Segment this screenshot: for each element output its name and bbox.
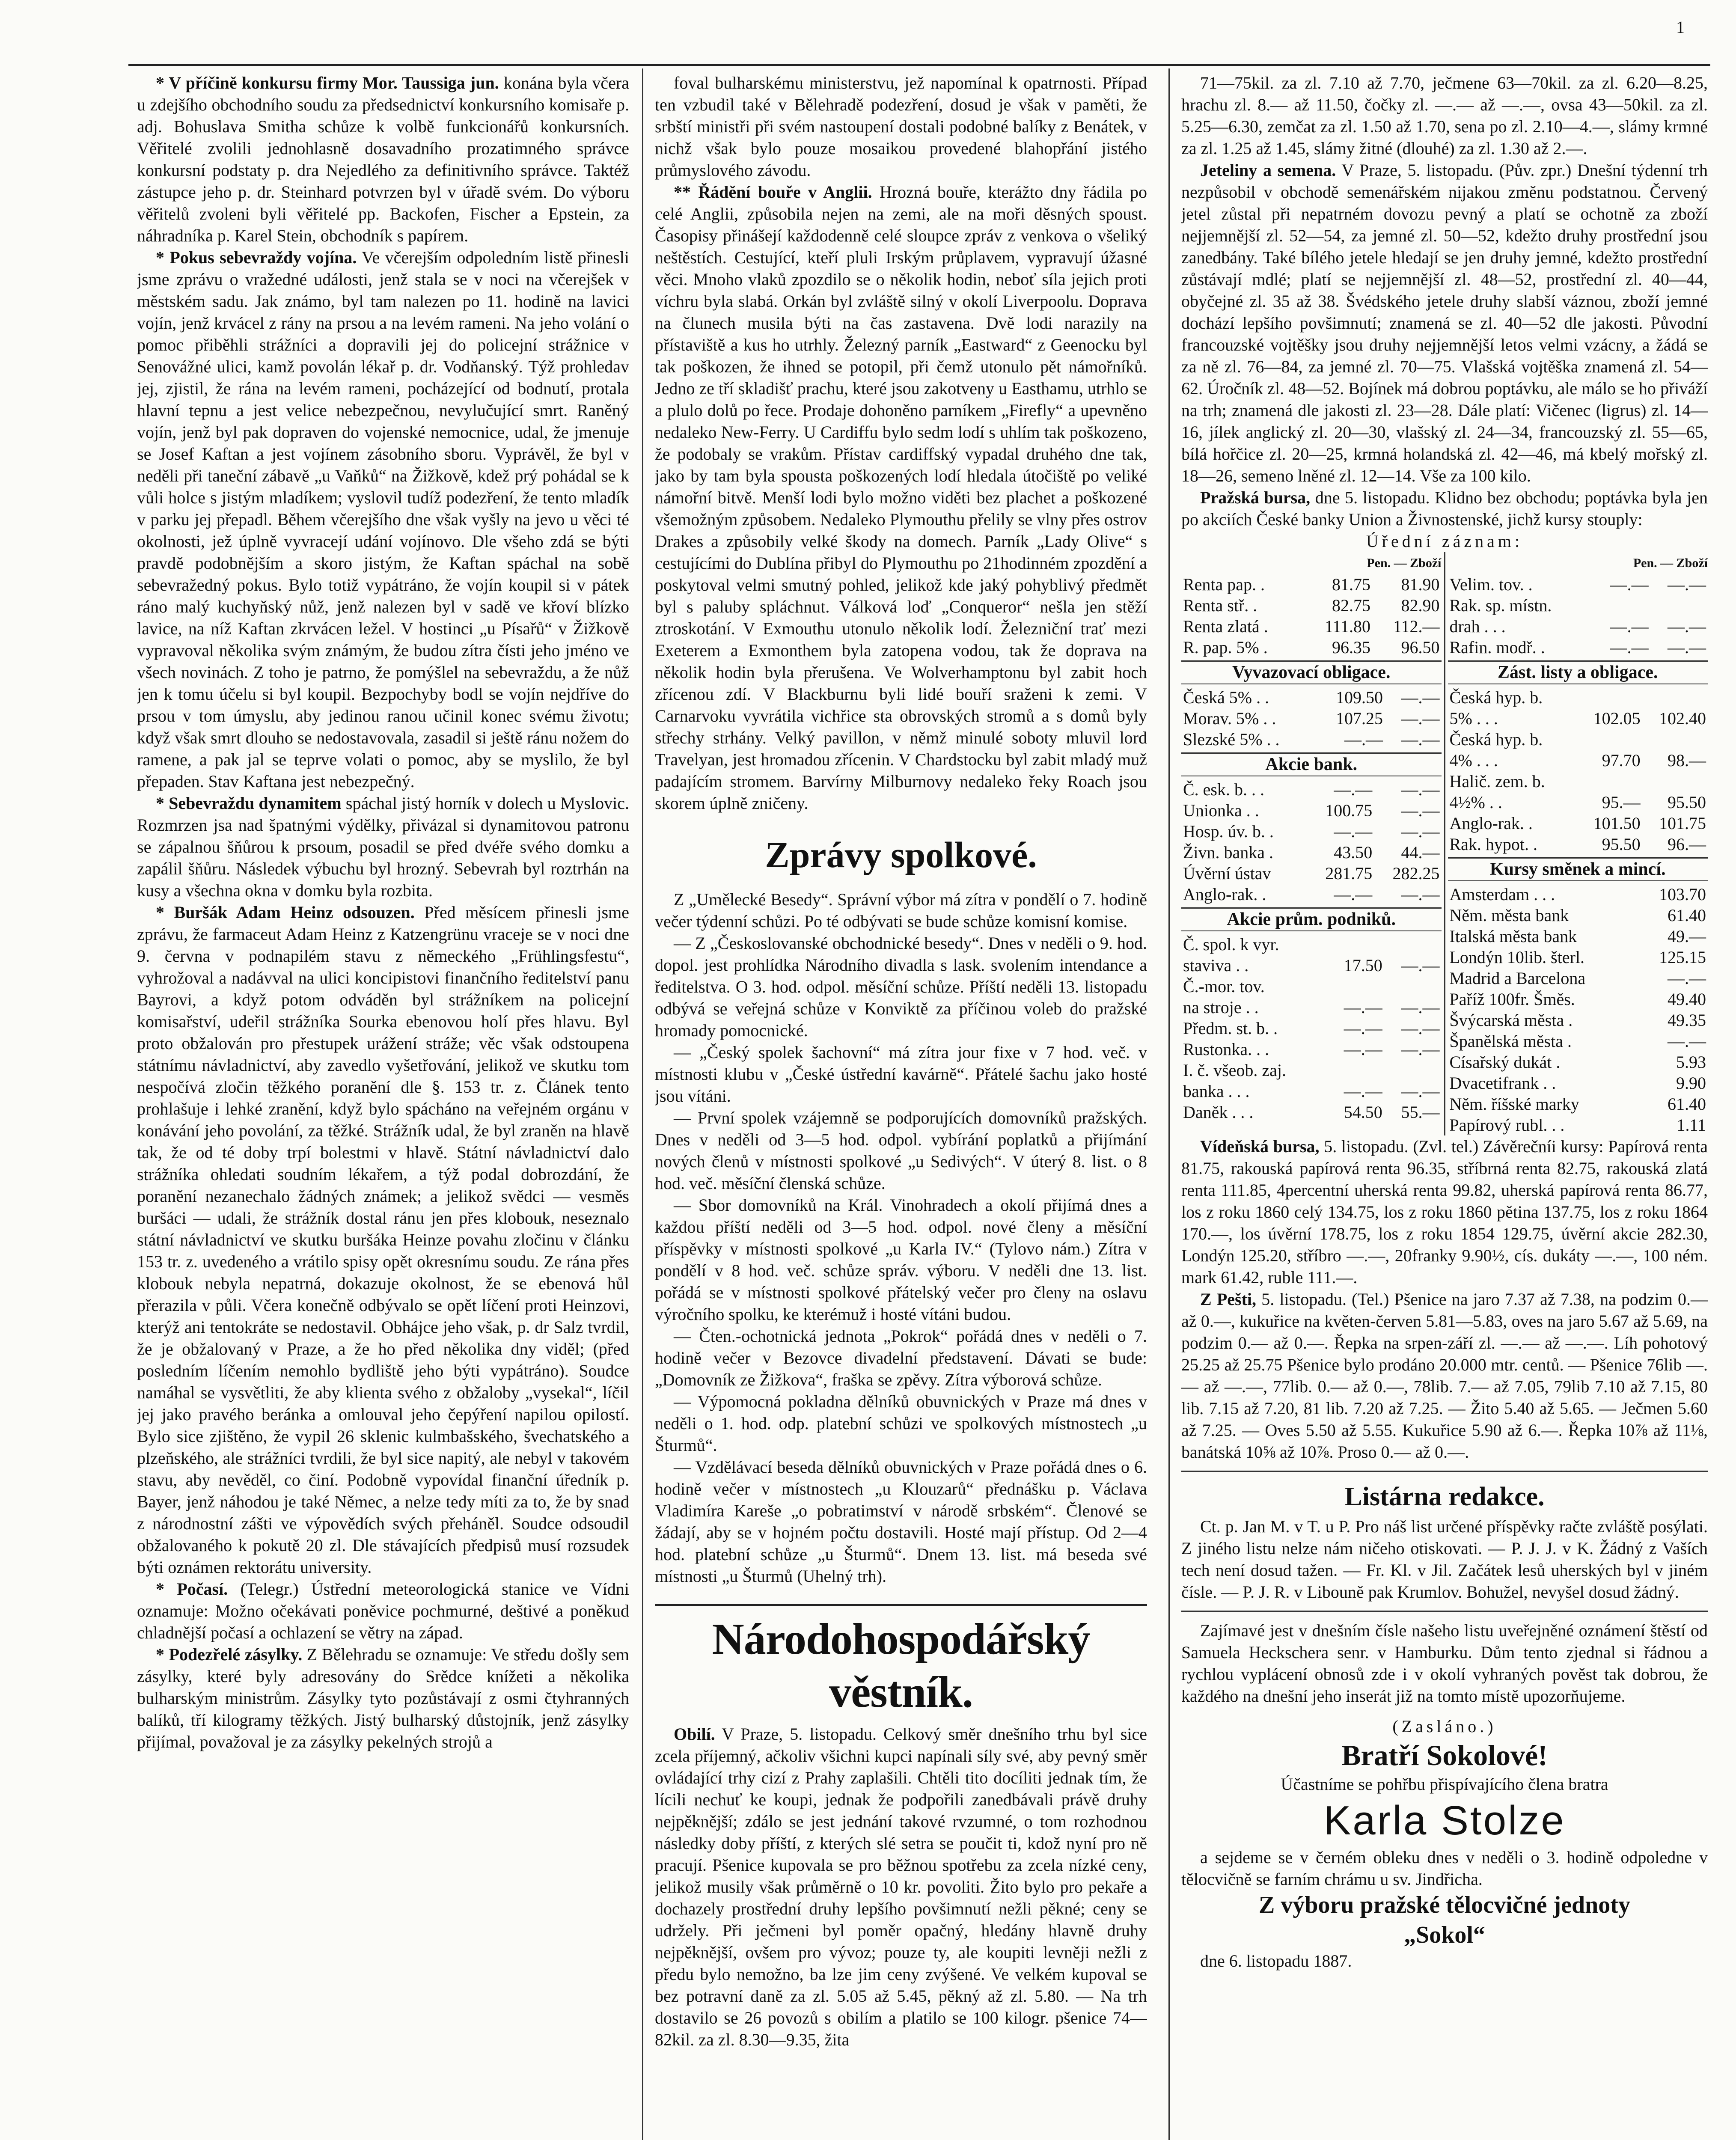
row-label: Anglo-rak. .: [1449, 814, 1533, 833]
row-value: 96.—: [1668, 835, 1706, 854]
article-text: (Telegr.) Ústřední meteorologická stanice ve Vídni oznamuje: Možno očekávati poněvice pochmurné, deštivé a poněkud chladnější počasí a ochlazení se větry na západ.: [137, 1579, 629, 1642]
row-value: 111.80: [1324, 617, 1370, 636]
table-row: [1448, 968, 1708, 989]
grain-prices-continued: 71—75kil. za zl. 7.10 až 7.70, ječmene 63—70kil. za zl. 6.20—8.25, hrachu zl. 8.— až 11.50, čočky zl. —.— až —.—, ovsa 43—50kil. za zl. 5.25—6.30, zemčat za zl. 1.50 až 1.70, sena po zl. 2.10—4.—, slámy krmné za zl. 1.25 až 1.45, slámy žitné (dlouhé) za zl. 1.30 až 2.—.: [1181, 73, 1708, 158]
top-rule: [128, 64, 1710, 66]
table-row: [1448, 792, 1708, 813]
notice-text: a sejdeme se v černém obleku dnes v neděli o 3. hodině odpoledne v tělocvičně se farním chrámu u sv. Jindřicha.: [1181, 1848, 1708, 1889]
article-text: Hrozná bouře, kterážto dny řádila po celé Anglii, způsobila nejen na zemi, ale na moři děsných spoust. Časopisy přinášejí každodenně celé sloupce zpráv z venkova o všeliký neštěstích. Cestující, kteří pluli Irským průplavem, vypravují úžasné věci. Mnoho vlaků zpozdilo se o několik hodin, neboť síla jejich proti víchru byla slabá. Orkán byl zvláště silný v okolí Liverpoolu. Doprava na člunech musila býti na čas zastavena. Dvě lodi narazily na přístaviště a kus ho utrhly. Železný parník „Eastward“ z Geenocku byl tak poškozen, že ihned se potopil, při čemž utonulo pět námořníků. Jedno ze tří skladišť prachu, které jsou zakotveny u Easthamu, utrhlo se a plulo dolů po řece. Prodaje dohoněno parníkem „Firefly“ a upevněno nedaleko New-Ferry. U Cardiffu bylo sedm lodí s uhlím tak poškozeno, že podobaly se vrakům. Přístav cardiffský vypadal druhého dne tak, jako by tam byla spousta poškozených lodí hledala útočiště po veliké námořní bitvě. Menší lodi bylo možno viděti bez plachet a poškozené všemožným způsobem. Nedaleko Plymouthu přelily se vlny přes ostrov Drakes a způsobily velké škody na domech. Parník „Lady Olive“ s cestujícími do Dublína přibyl do Plymouthu po 21hodinném zpozdění a poskytoval velmi smutný pohled, jelikož kde jaký pohyblivý předmět byl s paluby spláchnut. Válková loď „Conqueror“ nešla jen stěží ztroskotání. V Exmouthu utonulo několik lodí. Železniční trať mezi Exeterem a Exmonthem byla zatopena vodou, tak že doprava na několik hodin byla přerušena. Ve Wolverhamptonu byl zabit hoch zřícenou zdí. V Blackburnu byli lidé bouří sraženi k zemi. V Carnarvoku vyvrátila vichřice sta obrovských stromů a s domů byly střechy strhány. Velký pavillon, v němž minulé soboty mluvil lord Travelyan, jest hromadou zřícenin. V Chardstocku byl zabit mladý muž padajícím stromem. Barvírny Milburnovy nedaleko řeky Roach jsou skorem úplně zničeny.: [655, 182, 1147, 813]
table-row: [1448, 1010, 1708, 1031]
table-title: Vyvazovací obligace.: [1181, 660, 1442, 684]
table-row: [1448, 574, 1708, 595]
page-folio: 1: [1676, 18, 1685, 37]
table-row: [1181, 800, 1442, 821]
row-value: 61.40: [1668, 1094, 1706, 1114]
row-label: Amsterdam . . .: [1449, 885, 1555, 904]
table-title: Akcie prům. podniků.: [1181, 907, 1442, 931]
row-value: —.—: [1668, 1031, 1706, 1051]
row-label: Č. spol. k vyr.: [1183, 935, 1279, 954]
article: [655, 1723, 1147, 2051]
row-value: —.—: [1401, 730, 1440, 749]
notice-footer: Z výboru pražské tělocvičné jednoty: [1259, 1892, 1630, 1918]
article-text: V Praze, 5. listopadu. Celkový směr dnešního trhu byl sice zcela příjemný, ačkoliv všichni kupci napínali síly své, aby pevný směr ovládající trhy cizí z Prahy zaplašili. Chtěli tito docíliti jednak tím, že lícili nechuť ke koupi, jednak že podpořili zanedbávali právě druhy nejpěknější; zdálo se jest jednání takové rvzumné, o tom rozhodnou následky doby příští, z kterých slé setra se poučit ti, kdož nyní pro ně pracují. Pšenice kupovala se pro běžnou spotřebu za zcela nízké ceny, jelikož musily však průměrně o 10 kr. povoliti. Žito bylo pro pekaře a dochazely prostřední druhy lepšího povšimnutí nežli pěkné; ceny se udržely. Při ječmeni byl poměr opačný, hledány hlavně druhy nejpěknější, ovšem pro vývoz; pouze ty, ale koupiti levněji nežli z předu bylo nemožno, ba lze jim ceny zvýšené. Ve velkém kupoval se bez potravní daně za zl. 5.05 až 5.45, pěkný až zl. 5.80. — Na trh dostavilo se 26 povozů s obilím a platilo se 100 kilogr. pšenice 74—82kil. za zl. 8.30—9.35, žita: [655, 1724, 1147, 2049]
row-label: Anglo-rak. .: [1183, 885, 1266, 904]
article-text: Z Bělehradu se oznamuje: Ve středu došly sem zásylky, které byly adresovány do Srědce knížeti a několika bulharským ministrům. Zásylky tyto pozůstávají z osmi čtyhranných balíků, tří kilogramy těžkých. Jistý bulharský důstojník, jenž zásylky přijímal, považoval je za zásylky pekelných strojů a: [137, 1645, 629, 1751]
table-row: [1181, 595, 1442, 616]
row-value: —.—: [1401, 801, 1440, 820]
row-value: 96.50: [1401, 638, 1440, 657]
table-row: [1181, 1102, 1442, 1123]
row-value: 98.—: [1668, 751, 1706, 770]
article-jeteliny: [1181, 159, 1708, 487]
club-news-item: — Sbor domovníků na Král. Vinohradech a okolí přijímá dnes a každou příští neděli od 3—5 hod. odpol. nové členy a měsíční příspěvky v místnosti spolkové „u Karla IV.“ (Tylovo nám.) Zítra v pondělí v 8 hod. več. schůze správ. výboru. V neděli dne 13. list. pořádá se v místnosti spolkové přátelský večer pro členy na oslavu výročního spolku, ke kterémuž i hosté vítáni budou.: [655, 1195, 1147, 1324]
column-2-articles: [655, 72, 1147, 814]
table-row: [1448, 884, 1708, 905]
row-value: [1384, 934, 1442, 955]
table-title: Zást. listy a obligace.: [1448, 660, 1708, 684]
table-row: [1448, 834, 1708, 855]
row-value: —.—: [1610, 638, 1649, 657]
row-value: 44.—: [1401, 843, 1440, 862]
article-text: 5. listopadu. (Tel.) Pšenice na jaro 7.37 až 7.38, na podzim 0.— až 0.—, kukuřice na květen-červen 5.81—5.83, oves na jaro 5.67 až 5.69, na podzim 0.— až 0.—. Řepka na srpen-září zl. —.— až —.—. Líh pohotový 25.25 až 25.75 Pšenice bylo prodáno 20.000 mtr. centů. — Pšenice 76lib —.— až —.—, 77lib. 0.— až 0.—, 78lib. 7.— až 7.05, 79lib 7.10 až 7.15, 80 lib. 7.15 až 7.20, 81 lib. 7.20 až 7.25. — Žito 5.40 až 5.65. — Ječmen 5.60 až 7.25. — Oves 5.50 až 5.55. Kukuřice 5.90 až 6.—. Řepka 10⅞ až 11⅛, banátská 10⅝ až 10⅞. Proso 0.— až 0.—.: [1181, 1290, 1708, 1462]
row-label: Rak. sp. místn.: [1449, 596, 1552, 615]
row-value: 125.15: [1659, 948, 1706, 967]
article-lead: Obilí.: [674, 1724, 715, 1744]
vestnik-articles: [655, 1723, 1147, 2051]
table-exchange-rates: [1448, 884, 1708, 1135]
row-label: Daněk . . .: [1183, 1103, 1254, 1122]
article-lead: Jeteliny a semena.: [1200, 160, 1336, 180]
table-row: [1181, 687, 1442, 708]
table-row: [1448, 926, 1708, 947]
row-value: 49.35: [1668, 1011, 1706, 1030]
table-mortgage-bonds: [1448, 687, 1708, 855]
club-news-item: — Vzdělávací beseda dělníků obuvnických v Praze pořádá dnes o 6. hodině večer v místnostech „u Klouzarů“ přednášku p. Václava Vladimíra Kareše „o pobratimství v národě srbském“. Členové se žádají, aby se v hojném počtu dostavili. Hosté mají přístup. Od 2—4 hod. platební schůze „u Šturmů“. Dnem 13. list. má beseda své místnosti „u Šturmů (Uhelný trh).: [655, 1457, 1147, 1586]
article-viden: [1181, 1135, 1708, 1288]
section-title-spolkove: Zprávy spolkové.: [765, 834, 1037, 875]
table-row: [1181, 574, 1442, 595]
table-row: [1181, 821, 1442, 842]
row-value: —.—: [1610, 617, 1649, 636]
row-label: Č.-mor. tov.: [1183, 977, 1265, 996]
row-value: [1576, 729, 1642, 750]
official-record-title: Úřední záznam:: [1366, 532, 1523, 551]
table-row: [1181, 1018, 1442, 1039]
row-value: —.—: [1668, 575, 1706, 594]
club-news-item: — První spolek vzájemně se podporujících domovníků pražských. Dnes v neděli od 3—5 hod. odpol. vybírání poplatků a přijímání nových členů v místnosti spolkové „u Sedivých“. V úterý 8. list. o 8 hod. več. měsíční členská schůze.: [655, 1108, 1147, 1193]
row-value: 61.40: [1668, 906, 1706, 925]
row-value: —.—: [1401, 885, 1440, 904]
row-label: Renta stř. .: [1183, 596, 1257, 615]
table-row: [1448, 1052, 1708, 1073]
row-label: Císařský dukát .: [1449, 1052, 1561, 1072]
row-value: 17.50: [1344, 956, 1382, 975]
row-label: Renta pap. .: [1183, 575, 1265, 594]
row-value: —.—: [1401, 780, 1440, 799]
column-head: Pen. — Zboží: [1633, 556, 1708, 570]
club-news-item: — „Český spolek šachovní“ má zítra jour fixe v 7 hod. več. v místnosti klubu v „České ústřední kavárně“. Přátelé šachu jako hosté jsou vítáni.: [655, 1043, 1147, 1106]
row-label: Španělská města .: [1449, 1031, 1572, 1051]
row-label: Švýcarská města .: [1449, 1011, 1573, 1030]
article-lead: * Počasí.: [156, 1579, 228, 1599]
row-label: Unionka . .: [1183, 801, 1259, 820]
row-value: 95.50: [1602, 835, 1641, 854]
club-news-item: — Z „Českoslovanské obchodnické besedy“. Dnes v neděli o 9. hod. dopol. jest prohlídka Národního divadla s lask. svolením intendance a ředitelstva. O 3. hod. odpol. měsíční schůze. Příští neděli 13. listopadu odbývá se veřejná schůze v Konviktě za příčinou voleb do pražské hromady pomocnické.: [655, 933, 1147, 1040]
quotes-block-2: [1181, 658, 1708, 1135]
table-row: [1448, 616, 1708, 637]
article-lead: ** Řádění bouře v Anglii.: [674, 182, 872, 202]
row-label: Velim. tov. .: [1449, 575, 1533, 594]
table-title: Kursy směnek a mincí.: [1448, 857, 1708, 881]
row-value: 95.—: [1602, 793, 1641, 812]
row-label: Něm. říšské marky: [1449, 1094, 1579, 1114]
article-text: dne 5. listopadu. Klidno bez obchodu; poptávka byla jen po akciích České banky Union a Živnostenské, jichž kursy stouply:: [1181, 488, 1708, 529]
table-row: [1181, 955, 1442, 976]
notice-title: Bratří Sokolové!: [1341, 1739, 1548, 1771]
table-row: [1181, 976, 1442, 997]
table-row: [1448, 729, 1708, 750]
article: [137, 247, 629, 792]
article-lead: * Pokus sebevraždy vojína.: [156, 248, 357, 267]
row-value: 81.75: [1332, 575, 1370, 594]
row-value: —.—: [1610, 575, 1649, 594]
notice-name: Karla Stolze: [1323, 1798, 1566, 1843]
row-label: 5% . . .: [1449, 709, 1498, 728]
row-value: [1650, 595, 1708, 616]
table-row: [1181, 616, 1442, 637]
row-value: 54.50: [1344, 1103, 1382, 1122]
table-row: [1181, 997, 1442, 1018]
row-label: banka . . .: [1183, 1082, 1250, 1101]
row-value: —.—: [1401, 822, 1440, 841]
row-value: 82.75: [1332, 596, 1370, 615]
table-bank-shares: [1181, 779, 1442, 905]
row-value: [1327, 1060, 1384, 1081]
row-value: —.—: [1401, 956, 1440, 975]
row-value: [1576, 771, 1642, 792]
table-row: [1448, 771, 1708, 792]
row-value: 282.25: [1392, 864, 1440, 883]
row-value: [1327, 934, 1384, 955]
column-2: [655, 72, 1147, 2140]
row-value: —.—: [1401, 1040, 1440, 1059]
club-news-item: — Výpomocná pokladna dělníků obuvnických v Praze má dnes v neděli o 1. hod. odp. platební schůzi ve spolkových místnostech „u Šturmů“.: [655, 1392, 1147, 1455]
divider: [1181, 1471, 1708, 1472]
row-value: 55.—: [1401, 1103, 1440, 1122]
row-value: —.—: [1344, 1040, 1382, 1059]
row-label: Česká 5% . .: [1183, 688, 1269, 707]
row-value: [1384, 976, 1442, 997]
table-row: [1181, 934, 1442, 955]
table-obligations: [1181, 687, 1442, 750]
table-row: [1181, 1039, 1442, 1060]
row-value: 101.50: [1593, 814, 1641, 833]
row-label: 4% . . .: [1449, 751, 1498, 770]
row-label: Paříž 100fr. Šměs.: [1449, 990, 1575, 1009]
table-row: [1448, 1073, 1708, 1094]
row-label: Morav. 5% . .: [1183, 709, 1276, 728]
row-value: 1.11: [1677, 1115, 1706, 1135]
club-news-item: Z „Umělecké Besedy“. Správní výbor má zítra v pondělí o 7. hodině večer týdenní schůzi. Po té odbývati se bude schůze komisní komise.: [655, 890, 1147, 931]
row-label: Rafin. modř. .: [1449, 638, 1545, 657]
row-value: —.—: [1334, 885, 1373, 904]
advertisement-note: Zajímavé jest v dnešním čísle našeho listu uveřejněné oznámení štěstí od Samuela Heckschera senr. v Hamburku. Dům tento zjednal si řádnou a rychlou vyplácení obnosů zde i v okolí vyhraných pověst tak dobrou, že každého na dnešní jeho inserát již na tomto místě upozorňujeme.: [1181, 1621, 1708, 1706]
table-row: [1181, 842, 1442, 863]
article-lead: Vídeňská bursa,: [1200, 1137, 1320, 1156]
divider: [1181, 1611, 1708, 1612]
row-value: 49.40: [1668, 990, 1706, 1009]
row-value: —.—: [1334, 780, 1373, 799]
article: [137, 901, 629, 1578]
article-text: foval bulharskému ministerstvu, jež napomínal k opatrnosti. Případ ten vzbudil také v Bělehradě podezření, dosud je však v paměti, že srbští ministři při svém nastoupení dostali podobné balíky z Benátek, v nichž však bylo pouze mosaikou provedené blahopřání jistého průmyslového závodu.: [655, 73, 1147, 180]
table-title: Akcie bank.: [1181, 752, 1442, 776]
column-rule-1: [642, 68, 643, 2140]
row-label: Česká hyp. b.: [1449, 688, 1543, 707]
row-value: —.—: [1401, 709, 1440, 728]
article-bursa: [1181, 487, 1708, 530]
table-row: [1181, 863, 1442, 884]
article-lead: * Buršák Adam Heinz odsouzen.: [156, 903, 415, 922]
row-value: —.—: [1344, 730, 1383, 749]
table-row: [1181, 884, 1442, 905]
article-lead: Pražská bursa,: [1200, 488, 1311, 507]
table-row: [1448, 708, 1708, 729]
article-text: spáchal jistý horník v dolech u Myslovic. Rozmrzen jsa nad špatnými výdělky, přivázal si dynamitovou patronu se zápalnou šňůrou k prsoum, posadil se před dvéře svého domku a zapálil šňůru. Následek výbuchu byl hrozný. Sebevrah byl roztrhán na kusy a všechna okna v domku byla rozbita.: [137, 794, 629, 900]
row-label: Madrid a Barcelona: [1449, 969, 1586, 988]
row-value: 5.93: [1676, 1052, 1706, 1072]
row-value: —.—: [1334, 822, 1373, 841]
table-industrial-shares: [1181, 934, 1442, 1123]
article-lead: Z Pešti,: [1200, 1290, 1257, 1309]
row-value: 81.90: [1401, 575, 1440, 594]
article-text: Ve včerejším odpoledním listě přinesli jsme zprávu o vražedné události, jenž stala se v noci na včerejšek v městském sadu. Jak známo, byl tam nalezen po 11. hodině na lavici vojín, jenž krvácel z rány na prsou a na levém rameni. Na jeho volání o pomoc přiběhli strážníci a dopravili jej do policejní strážnice v Senovážné ulici, kamž povolán lékař p. dr. Vodňanský. Týž prohledav jej, zjistil, že rána na levém rameni, pocházející od bodnutí, protala hlavní tepnu a jest velice nebezpečnou, nevylučující smrt. Raněný vojín, jenž byl pak dopraven do vojenské nemocnice, udal, že jmenuje se Josef Kaftan a jest vojínem zásobního sboru. Vyprávěl, že byl v neděli při taneční zábavě „u Vaňků“ na Žižkově, kdež prý pohádal se k vůli holce s jistým mladíkem; vyslovil tudíž podezření, že tento mladík v parku jej přepadl. Během včerejšího dne však vyšly na jevo u věci té okolnosti, jež úplně vyvracejí udání vojínovo. Dle všeho zdá se býti pravdě podobnějším a skoro jistým, že Kaftan spáchal na sobě sebevražedný pokus. Bylo totiž vypátráno, že vojín koupil si v pátek ráno malý kuchyňský nůž, jenž nalezen byl v sadě ve křoví blízko lavice, na níž Kaftan zkrvácen ležel. V hostinci „u Písařů“ v Žižkově vypravoval několika svým známým, že budou zítra čísti jeho jméno ve všech novinách. Z toho je patrno, že pomýšlel na sebevraždu, a že nůž jen k tomu účelu si byl koupil. Bezpochyby bodl se vojín nejdříve do prsou v tom úmyslu, aby jedinou ranou učinil konec svému životu; když však smrt dlouho se nedostavovala, zasadil si ještě ránu nožem do ramene, a pak jal se teprve volati o pomoc, aby se myslilo, že byl přepaden. Stav Kaftana jest nebezpečný.: [137, 248, 629, 791]
table-row: [1448, 595, 1708, 616]
row-value: 102.40: [1659, 709, 1706, 728]
row-value: 97.70: [1602, 751, 1641, 770]
article-text: konána byla včera u zdejšího obchodního soudu za předsednictví konkursního komisaře p. adj. Bohuslava Smitha schůze k volbě funkcionářů konkursních. Věřitelé zvolili jednohlasně dosavadního prozatimného správce konkursní podstaty p. dra Nejedlého za definitivního správce. Taktéž zástupce jeho p. dr. Steinhard potvrzen byl v úřadě svém. Do výboru věřitelů zvoleni byli věřitelé pp. Backofen, Fischer a Epstein, za náhradníka p. Karel Stein, obchodník s papírem.: [137, 73, 629, 245]
article: [655, 72, 1147, 181]
notice-date: dne 6. listopadu 1887.: [1200, 1951, 1352, 1971]
row-value: [1642, 729, 1708, 750]
row-value: —.—: [1668, 617, 1706, 636]
row-label: I. č. všeob. zaj.: [1183, 1061, 1287, 1080]
row-value: 102.05: [1593, 709, 1641, 728]
row-label: Renta zlatá .: [1183, 617, 1268, 636]
row-value: —.—: [1344, 1082, 1382, 1101]
table-row: [1448, 1031, 1708, 1052]
row-label: Č. esk. b. . .: [1183, 780, 1264, 799]
row-value: 109.50: [1336, 688, 1383, 707]
row-value: [1327, 976, 1384, 997]
article: [137, 1644, 629, 1753]
notice-footer-sokol: „Sokol“: [1404, 1922, 1485, 1948]
table-row: [1448, 989, 1708, 1010]
table-row: [1448, 905, 1708, 926]
article: [137, 1578, 629, 1644]
row-value: 95.50: [1668, 793, 1706, 812]
table-row: [1448, 750, 1708, 771]
row-label: R. pap. 5% .: [1183, 638, 1268, 657]
row-label: Italská města bank: [1449, 927, 1577, 946]
row-label: Něm. města bank: [1449, 906, 1569, 925]
section-title-vestnik: Národohospodářský věstník.: [655, 1604, 1147, 1719]
row-label: Česká hyp. b.: [1449, 730, 1543, 749]
zaslano-label: (Zasláno.): [1392, 1717, 1497, 1736]
article-lead: * V příčině konkursu firmy Mor. Taussiga jun.: [156, 73, 499, 92]
table-row: [1448, 637, 1708, 658]
row-value: —.—: [1344, 998, 1382, 1017]
row-value: 82.90: [1401, 596, 1440, 615]
table-row: [1448, 813, 1708, 834]
row-value: 100.75: [1325, 801, 1373, 820]
article-pest: [1181, 1288, 1708, 1463]
row-value: [1576, 687, 1642, 708]
article-text: Před měsícem přinesli jsme zprávu, že farmaceut Adam Heinz z Katzengrünu vraceje se v noci dne 9. června v podnapilém stavu z německého „Frühlingsfestu“, vyhrožoval a nadávval na ulici koncipistovi finančního ředitelství panu Bayrovi, a když potom odváděn byl strážníkem na policejní komisařství, udeřil strážníka Sourka ebenovou holí přes hlavu. Byl proto obžalován pro přestupek urážení stráže; věc však odstoupena státnímu návladnictví, aby zavedlo vyšetřování, jelikož ve skutku tom nespočívá zločin těžkého poranění dle §. 153 tr. z. Článek tento prohlašuje i lehké zranění, když bylo spácháno na veřejném orgánu v konávání jeho povolání, za těžké. Strážník udal, že byl zraněn na hlavě tak, že od té doby trpí bolestmi v hlavě. Státní návladnictví dalo strážníka ohledati soudním lékařem, a týž podal dobrozdání, že poranění nezanechalo žádných známek; a jelikož svědci — vesměs buršáci — udali, že strážník dostal ránu jen přes klobouk, neseznalo státní návladnictví ve skutku buršáka Heinze povahu zločinu v článku 153 tr. z. uvedeného a vrátilo spisy opět okresnímu soudu. Ze rána přes klobouk nebyla nepatrná, dokazuje okolnost, že se ebenová hůl přerazila v půli. Včera konečně odbývalo se opět líčení proti Heinzovi, kterýž ani tentokráte se nedostavil. Obhájce jeho však, p. dr Salz tvrdil, že je obžalovaný v Praze, a že ho před několika dny viděl; (před posledním líčením nemohlo bydliště jeho býti vypátráno). Soudce namáhal se vysvětliti, že aby klienta svého z obžaloby „vysekal“, líčil jej jako pravého beránka a omlouval jeho čepýření napilou opilostí. Bylo sice zjištěno, že vypil 26 sklenic kulmbašského, švechatského a plzeňského, ale strážníci tvrdili, že byl sice napitý, ale nebyl v takovém stavu, aby nevěděl, co činí. Podobně vypovídal finanční úředník p. Bayer, jenž náhodou je také Němec, a nelze tedy míti za to, že by snad z národnostní zášti ve výpovědích svých přeháněl. Soudce odsoudil obžalovaného k pokutě 20 zl. Dle stávajících předpisů musí rozsudek býti oznámen rektorátu university.: [137, 903, 629, 1577]
table-row: [1448, 687, 1708, 708]
section-title-listarna: Listárna redakce.: [1344, 1482, 1545, 1511]
row-label: drah . . .: [1449, 617, 1506, 636]
row-value: 43.50: [1334, 843, 1373, 862]
row-label: Úvěrní ústav: [1183, 864, 1271, 883]
row-value: —.—: [1668, 969, 1706, 988]
table-row: [1181, 1060, 1442, 1081]
row-value: —.—: [1344, 1019, 1382, 1038]
row-value: 107.25: [1336, 709, 1383, 728]
column-3: [1181, 72, 1708, 2140]
listarna-text: Ct. p. Jan M. v T. u P. Pro náš list určené příspěvky račte zvláště posýlati. Z jiného listu nelze nám ničeho otiskovati. — P. J. J. v K. Žádný z Vaších tech není dosud tažen. — Fr. Kl. v Jil. Začátek lesů uherských byl v jiném čísle. — P. J. R. v Libouně pak Krumlov. Bohužel, nevyšel dosud žádný.: [1181, 1517, 1708, 1602]
row-label: na stroje . .: [1183, 998, 1259, 1017]
row-value: [1642, 771, 1708, 792]
row-value: 49.—: [1668, 927, 1706, 946]
article-lead: * Podezřelé zásylky.: [156, 1645, 303, 1664]
row-label: Rustonka. . .: [1183, 1040, 1269, 1059]
row-label: Papírový rubl. . .: [1449, 1115, 1565, 1135]
table-industry: [1448, 574, 1708, 658]
row-value: —.—: [1401, 1019, 1440, 1038]
table-rents: [1181, 574, 1442, 658]
table-row: [1181, 729, 1442, 750]
column-1: [137, 72, 629, 2140]
table-row: [1181, 779, 1442, 800]
column-rule-2: [1168, 68, 1170, 2140]
article-text: V Praze, 5. listopadu. (Pův. zpr.) Dnešní týdenní trh nezpůsobil v obchodě semenářském nijakou změnu podstatnou. Červený jetel zůstal při nepatrném dovozu pevný a platí se ochotně za zboží nejjemnější zl. 52—54, za jemné zl. 50—52, kdežto druhy prostřední jsou zanedbány. Také bílého jetele hledají se jen druhy jemné, kdežto prostřední zůstávají mdlé; platí se nejjemnější zl. 48—52, prostřední zl. 40—44, obyčejné zl. 35 až 38. Švédského jetele druhy slabší váznou, zboží jemné dochází lepšího povšimnutí; znamená se zl. 40—52 dle jakosti. Původní francouzské vojtěšky jsou druhy nejjemnější letos velmi vzácny, a žádá se za ně zl. 76—84, za jemné zl. 70—75. Vlašská vojtěška znamená zl. 54—62. Úročník zl. 48—52. Bojínek má dobrou poptávku, ale málo se ho přiváží na trh; znamená dle jakosti zl. 23—28. Dále platí: Vičenec (ligrus) zl. 14—16, jílek anglický zl. 20—30, vlašský zl. 24—34, francouzský zl. 55—65, bílá hořčice zl. 20—25, krmná holandská zl. 42—46, má kbelý mořský zl. 18—26, semeno lněné zl. 12—14. Vše za 100 kilo.: [1181, 160, 1708, 485]
table-row: [1181, 708, 1442, 729]
row-label: Dvacetifrank . .: [1449, 1073, 1556, 1093]
row-value: 103.70: [1659, 885, 1706, 904]
table-row: [1448, 1115, 1708, 1135]
row-value: 281.75: [1325, 864, 1373, 883]
row-label: 4½% . .: [1449, 793, 1502, 812]
row-label: Živn. banka .: [1183, 843, 1274, 862]
row-label: staviva . .: [1183, 956, 1249, 975]
row-value: 101.75: [1659, 814, 1706, 833]
row-value: 9.90: [1676, 1073, 1706, 1093]
article-text: 5. listopadu. (Zvl. tel.) Závěrečníi kursy: Papírová renta 81.75, rakouská papírová renta 96.35, stříbrná renta 82.75, rakouská zlatá renta 111.85, 4percentní uherská renta 99.82, uherská papírová renta 86.77, los z roku 1860 celý 134.75, los z roku 1860 pětina 137.75, los z roku 1864 170.—, los úvěrní 178.75, los z roku 1854 129.75, úvěrní akcie 282.30, Londýn 125.20, stříbro —.—, 20franky 9.90½, cís. dukáty —.—, 100 ném. mark 61.42, ruble 111.—.: [1181, 1137, 1708, 1287]
row-value: —.—: [1401, 1082, 1440, 1101]
row-value: [1384, 1060, 1442, 1081]
row-value: —.—: [1401, 688, 1440, 707]
table-row: [1448, 1094, 1708, 1115]
notice-subtitle: Účastníme se pohřbu přispívajícího člena bratra: [1281, 1774, 1608, 1794]
row-label: Slezské 5% . .: [1183, 730, 1280, 749]
row-label: Rak. hypot. .: [1449, 835, 1538, 854]
row-value: —.—: [1401, 998, 1440, 1017]
row-label: Halič. zem. b.: [1449, 772, 1545, 791]
article: [655, 181, 1147, 814]
table-row: [1181, 637, 1442, 658]
row-value: 96.35: [1332, 638, 1370, 657]
quotes-block-1: [1181, 552, 1708, 658]
club-news-item: — Čten.-ochotnická jednota „Pokrok“ pořádá dnes v neděli o 7. hodině večer v Bezovce divadelní představení. Dávati se bude: „Domovník ze Žižkova“, fraška se zpěvy. Zítra výborová schůze.: [655, 1326, 1147, 1389]
article: [137, 72, 629, 247]
row-label: Hosp. úv. b. .: [1183, 822, 1274, 841]
row-label: Londýn 10lib. šterl.: [1449, 948, 1585, 967]
table-row: [1448, 947, 1708, 968]
article-lead: * Sebevraždu dynamitem: [156, 794, 342, 813]
spolkove-news: [655, 889, 1147, 1587]
column-head: Pen. — Zboží: [1367, 556, 1442, 570]
table-row: [1181, 1081, 1442, 1102]
article: [137, 792, 629, 901]
row-value: 112.—: [1393, 617, 1440, 636]
row-value: —.—: [1668, 638, 1706, 657]
row-value: [1642, 687, 1708, 708]
row-value: [1593, 595, 1650, 616]
row-label: Předm. st. b. .: [1183, 1019, 1278, 1038]
